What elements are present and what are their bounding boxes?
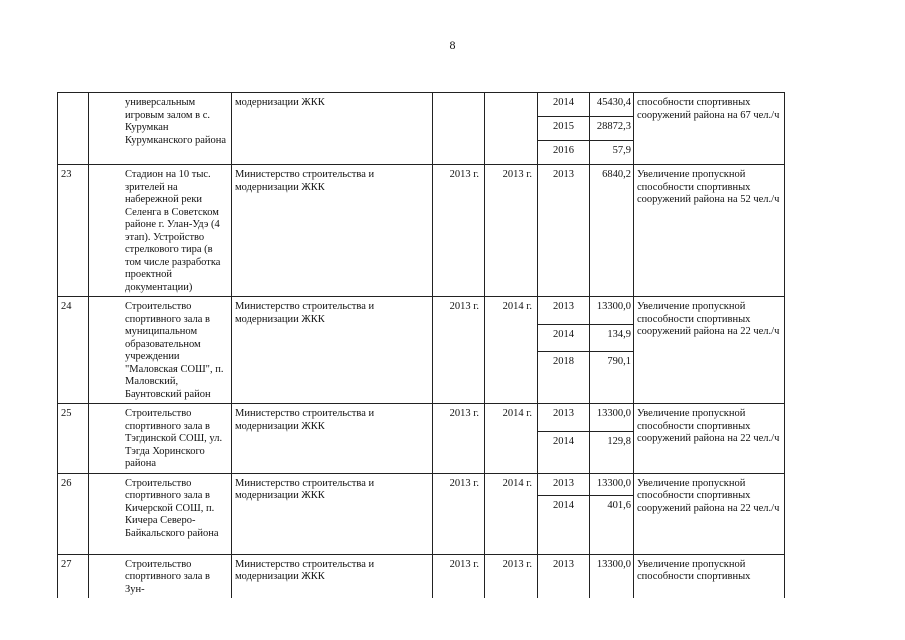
start-year [433, 93, 485, 165]
funding-year: 2014 [538, 495, 590, 554]
start-year: 2013 г. [433, 554, 485, 598]
end-year: 2013 г. [485, 554, 538, 598]
end-year: 2014 г. [485, 404, 538, 474]
end-year: 2013 г. [485, 165, 538, 297]
start-year: 2013 г. [433, 297, 485, 404]
start-year: 2013 г. [433, 165, 485, 297]
object-name: Строительство спортивного зала в муниципальном образовательном учреждении "Маловская СОШ", п. Маловский, Баунтовский район [89, 297, 232, 404]
funding-year: 2014 [538, 431, 590, 473]
funding-amount: 13300,0 [590, 473, 634, 495]
object-name: Стадион на 10 тыс. зрителей на набережной реки Селенга в Советском районе г. Улан-Удэ (4 этап). Устройство стрелкового тира (в том числе разработка проектной документации) [89, 165, 232, 297]
end-year: 2014 г. [485, 297, 538, 404]
table-row [58, 404, 785, 432]
funding-year: 2014 [538, 93, 590, 117]
executor-cell: Министерство строительства и модернизации ЖКК [232, 554, 433, 598]
table-row [58, 554, 785, 598]
table-row [58, 165, 785, 297]
table-row [58, 473, 785, 495]
expected-effect: Увеличение пропускной способности спортивных сооружений района на 22 чел./ч [634, 473, 785, 554]
executor-cell: Министерство строительства и модернизации ЖКК [232, 297, 433, 404]
row-number [58, 93, 89, 165]
expected-effect: Увеличение пропускной способности спортивных сооружений района на 22 чел./ч [634, 297, 785, 404]
end-year [485, 93, 538, 165]
table-row [58, 93, 785, 117]
funding-year: 2013 [538, 473, 590, 495]
funding-year: 2013 [538, 297, 590, 325]
funding-amount: 134,9 [590, 324, 634, 352]
start-year: 2013 г. [433, 404, 485, 474]
row-number: 24 [58, 297, 89, 404]
funding-amount: 57,9 [590, 141, 634, 165]
start-year: 2013 г. [433, 473, 485, 554]
funding-amount: 790,1 [590, 352, 634, 404]
funding-year: 2015 [538, 117, 590, 141]
funding-amount: 6840,2 [590, 165, 634, 297]
expected-effect: Увеличение пропускной способности спортивных сооружений района на 52 чел./ч [634, 165, 785, 297]
expected-effect: Увеличение пропускной способности спортивных [634, 554, 785, 598]
funding-year: 2016 [538, 141, 590, 165]
object-name: Строительство спортивного зала в Тэгдинской СОШ, ул. Тэгда Хоринского района [89, 404, 232, 474]
funding-amount: 28872,3 [590, 117, 634, 141]
funding-year: 2014 [538, 324, 590, 352]
executor-cell: Министерство строительства и модернизации ЖКК [232, 404, 433, 474]
executor-cell: модернизации ЖКК [232, 93, 433, 165]
funding-amount: 129,8 [590, 431, 634, 473]
funding-amount: 13300,0 [590, 297, 634, 325]
row-number: 27 [58, 554, 89, 598]
row-number: 26 [58, 473, 89, 554]
funding-amount: 13300,0 [590, 404, 634, 432]
funding-amount: 45430,4 [590, 93, 634, 117]
funding-year: 2018 [538, 352, 590, 404]
funding-amount: 13300,0 [590, 554, 634, 598]
object-name: универсальным игровым залом в с. Курумкан Курумканского района [89, 93, 232, 165]
table-row [58, 297, 785, 325]
page-number: 8 [449, 38, 456, 52]
funding-year: 2013 [538, 165, 590, 297]
object-name: Строительство спортивного зала в Зун- [89, 554, 232, 598]
executor-cell: Министерство строительства и модернизации ЖКК [232, 165, 433, 297]
funding-amount: 401,6 [590, 495, 634, 554]
program-table [57, 92, 785, 598]
row-number: 25 [58, 404, 89, 474]
row-number: 23 [58, 165, 89, 297]
end-year: 2014 г. [485, 473, 538, 554]
funding-year: 2013 [538, 554, 590, 598]
object-name: Строительство спортивного зала в Кичерской СОШ, п. Кичера Северо-Байкальского района [89, 473, 232, 554]
expected-effect: Увеличение пропускной способности спортивных сооружений района на 22 чел./ч [634, 404, 785, 474]
funding-year: 2013 [538, 404, 590, 432]
executor-cell: Министерство строительства и модернизации ЖКК [232, 473, 433, 554]
expected-effect: способности спортивных сооружений района на 67 чел./ч [634, 93, 785, 165]
